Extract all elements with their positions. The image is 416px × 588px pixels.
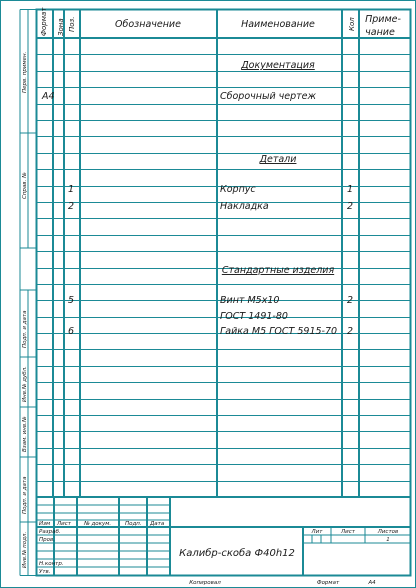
header-qty: Кол xyxy=(348,17,356,31)
margin-ref-no: Справ. № xyxy=(22,172,28,199)
row-5-standard: ГОСТ 1491-80 xyxy=(220,311,288,322)
margin-sign-date-2: Подп. и дата xyxy=(22,476,28,514)
footer-copied: Копировал xyxy=(189,580,221,586)
tb-sheets: Листов xyxy=(377,529,399,535)
margin-first-use: Перв. примен. xyxy=(22,51,28,93)
tb-developed: Разраб. xyxy=(39,529,61,535)
row-2-qty: 2 xyxy=(346,201,354,212)
title-block xyxy=(37,497,411,576)
row-5-pos: 5 xyxy=(67,295,75,306)
margin-sign-date: Подп. и дата xyxy=(22,310,28,348)
header-format: Формат xyxy=(40,7,48,36)
tb-approved: Утв. xyxy=(39,569,51,575)
tb-sheets-value: 1 xyxy=(386,537,390,543)
tb-sheet: Лист xyxy=(341,529,355,535)
row-6-qty: 2 xyxy=(346,326,354,337)
row-5-qty: 2 xyxy=(346,295,354,306)
row-2-name: Накладка xyxy=(220,201,269,212)
row-2-pos: 2 xyxy=(67,201,75,212)
tb-col-change: Изм xyxy=(39,521,51,527)
tb-col-date: Дата xyxy=(150,521,165,527)
section-parts: Детали xyxy=(259,154,297,165)
row-1-name: Корпус xyxy=(220,184,256,195)
footer-format-label: Формат xyxy=(316,580,340,586)
tb-col-sign: Подп. xyxy=(125,521,142,527)
section-standard-items: Стандартные изделия xyxy=(221,265,335,276)
tb-col-sheet: Лист xyxy=(57,521,71,527)
margin-dup-inv: Инв.№ дубл. xyxy=(22,366,28,402)
row-5-name: Винт М5х10 xyxy=(220,295,280,306)
row-1-pos: 1 xyxy=(67,184,75,195)
header-note-1: Приме- xyxy=(365,14,401,25)
header-note-2: чание xyxy=(365,27,395,38)
row-6-pos: 6 xyxy=(67,326,75,337)
tb-norm-control: Н.контр. xyxy=(39,561,64,567)
margin-replaces-inv: Взам. инв.№ xyxy=(22,416,28,452)
row-6-name: Гайка М5 ГОСТ 5915-70 xyxy=(220,326,338,337)
header-zone: Зона xyxy=(57,18,65,36)
page-edge xyxy=(1,1,416,588)
header-designation: Обозначение xyxy=(115,19,181,30)
tb-checked: Пров. xyxy=(39,537,55,543)
section-documentation: Документация xyxy=(241,60,315,71)
header-pos: Поз. xyxy=(68,16,76,32)
margin-orig-inv: Инв.№ подл. xyxy=(22,531,28,568)
footer-format-value: А4 xyxy=(368,580,376,586)
row-1-qty: 1 xyxy=(346,184,354,195)
row-assembly-drawing-name: Сборочный чертеж xyxy=(220,91,317,102)
row-format-a4: А4 xyxy=(42,91,55,102)
tb-col-doc: № докум. xyxy=(84,521,112,527)
column-lines xyxy=(53,10,359,498)
header-name: Наименование xyxy=(241,19,315,30)
tb-title: Калибр-скоба Ф40h12 xyxy=(179,548,295,559)
tb-lit: Лит xyxy=(311,529,323,535)
